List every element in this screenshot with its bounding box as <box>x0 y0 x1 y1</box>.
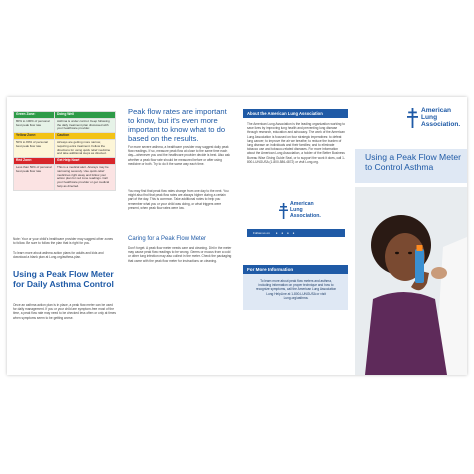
yellow-zone-label: Yellow Zone: <box>14 133 55 140</box>
about-body: The American Lung Association is the leading organization working to save lives by improving lung health and preventing lung disease through research, education and advocacy. The work of the American Lung Association is focused on four strategic imperatives: to defeat lung cancer; to improve the air we breathe; to reduce the burden of lung disease on individuals and their families; and to eliminate tobacco use and tobacco-related diseases. For more information about the American Lung Association, a holder of the Better Business Bureau Wise Giving Guide Seal, or to support the work it does, call 1-800-LUNGUSA (1-800-586-4872) or visit Lung.org. <box>247 122 345 164</box>
green-zone-range: 80% to 100% of personal best peak flow rate <box>14 118 55 132</box>
ala-logo-small <box>279 200 349 226</box>
social-icons[interactable]: ● ● ● ● <box>275 231 296 235</box>
green-zone-advice: Asthma is under control. Keep following the daily treatment plan discussed with your healthcare provider. <box>55 118 116 132</box>
yellow-zone-row <box>14 139 116 157</box>
red-zone-row <box>14 164 116 190</box>
logo-text <box>421 107 460 129</box>
yellow-zone-status: Caution <box>55 133 116 140</box>
daily-control-body: Once an asthma action plan is in place, a peak flow meter can be used for daily management. If you or your child are symptom-free most of the time, a peak flow rate may need to be checked less often or only at times when symptoms seem to be getting worse. <box>13 303 116 320</box>
red-zone-header <box>14 158 116 165</box>
brochure <box>7 97 467 375</box>
lorraine-cross-icon <box>279 203 288 219</box>
more-info-title: For More Information <box>243 265 348 274</box>
zones-table <box>13 111 116 191</box>
yellow-zone-advice: Airways are getting more narrow, requiring extra treatment. Follow the directions for using quick relief medicine and take additional steps as directed. <box>55 139 116 157</box>
child-with-peak-flow-meter-photo <box>355 187 467 375</box>
panel-zones <box>7 97 120 375</box>
logo-small-line2: Lung <box>290 206 303 213</box>
logo-small-line1: American <box>290 201 314 207</box>
ala-logo <box>407 107 467 131</box>
more-info-body: To learn more about peak flow meters and asthma, including information on proper technique and how to recognize symptoms, call the American Lung Association Lung HelpLine at 1-800-LUNGUSA or visit Lung.org/asthma. <box>255 279 337 300</box>
green-zone-row <box>14 118 116 132</box>
red-zone-advice: This is a medical alert. Airways may be narrowing severely. Use quick-relief medicines right away and follow your action plan for red zone readings. Call your healthcare provider or get medical help as directed. <box>55 164 116 190</box>
more-info-box <box>243 274 348 310</box>
red-zone-status: Get Help Now! <box>55 158 116 165</box>
title-band <box>355 149 467 183</box>
red-zone-label: Red Zone: <box>14 158 55 165</box>
lorraine-cross-icon <box>407 108 418 128</box>
cover-title: Using a Peak Flow Meter to Control Asthma <box>365 152 461 172</box>
zones-note: Note: Your or your child's healthcare provider may suggest other zones to follow. Be sure to follow the plan that is right for you. <box>13 237 114 246</box>
care-body: Don't forget. A peak flow meter needs care and cleaning. Dirt in the meter may cause peak flow readings to be wrong. Germs or mucus from a cold or other lung infection may also collect in the meter. Check the packaging that came with the peak flow meter for instructions on cleaning. <box>128 246 232 263</box>
logo-small-line3: Association. <box>290 212 321 219</box>
daily-control-heading <box>13 269 116 289</box>
rates-body: You may find that peak flow rates change from one day to the next. You might also find that peak flow rates are always higher during a certain part of the day. This is common. Take additional notes to help you remember what you or your child was doing, or what triggers were present, when peak flow rates were low. <box>128 189 229 210</box>
logo-line3: Association. <box>421 121 461 129</box>
intro-heading <box>128 107 232 143</box>
panel-cover <box>355 97 467 375</box>
daily-control-title: Using a Peak Flow Meter for Daily Asthma Control <box>13 269 114 289</box>
green-zone-status: Doing Well <box>55 112 116 119</box>
panel-about <box>239 97 352 375</box>
panel-peak-flow-rates <box>123 97 236 375</box>
logo-small-text <box>290 202 321 219</box>
cover-photo <box>355 187 467 375</box>
care-heading <box>128 236 232 243</box>
red-zone-range: Less than 50% of personal best peak flow rate <box>14 164 55 190</box>
logo-line2: Lung <box>421 114 438 122</box>
learn-more-text: To learn more about asthma action plans for adults and kids and download a blank plan at Lung.org/asthma-plan. <box>13 251 104 260</box>
follow-label: Follow us on <box>253 231 270 235</box>
green-zone-label: Green Zone: <box>14 112 55 119</box>
green-zone-header <box>14 112 116 119</box>
measure-body: For more severe asthma, a healthcare provider may suggest daily peak flow readings. If so, measure peak flow at close to the same time each day—whenever you and the healthcare provider decide is best. Also ask whether a peak flow rate should be measured before or after using medicine or both. Try to do it the same way each time. <box>128 145 230 166</box>
logo-line1: American <box>421 107 452 114</box>
yellow-zone-range: 50% to 80% of personal best peak flow rate <box>14 139 55 157</box>
intro-heading-text: Peak flow rates are important to know, but it's even more important to know what to do based on the results. <box>128 107 227 143</box>
care-heading-text: Caring for a Peak Flow Meter <box>128 236 207 242</box>
yellow-zone-header <box>14 133 116 140</box>
about-title: About the American Lung Association <box>243 109 348 118</box>
follow-bar <box>247 229 345 237</box>
